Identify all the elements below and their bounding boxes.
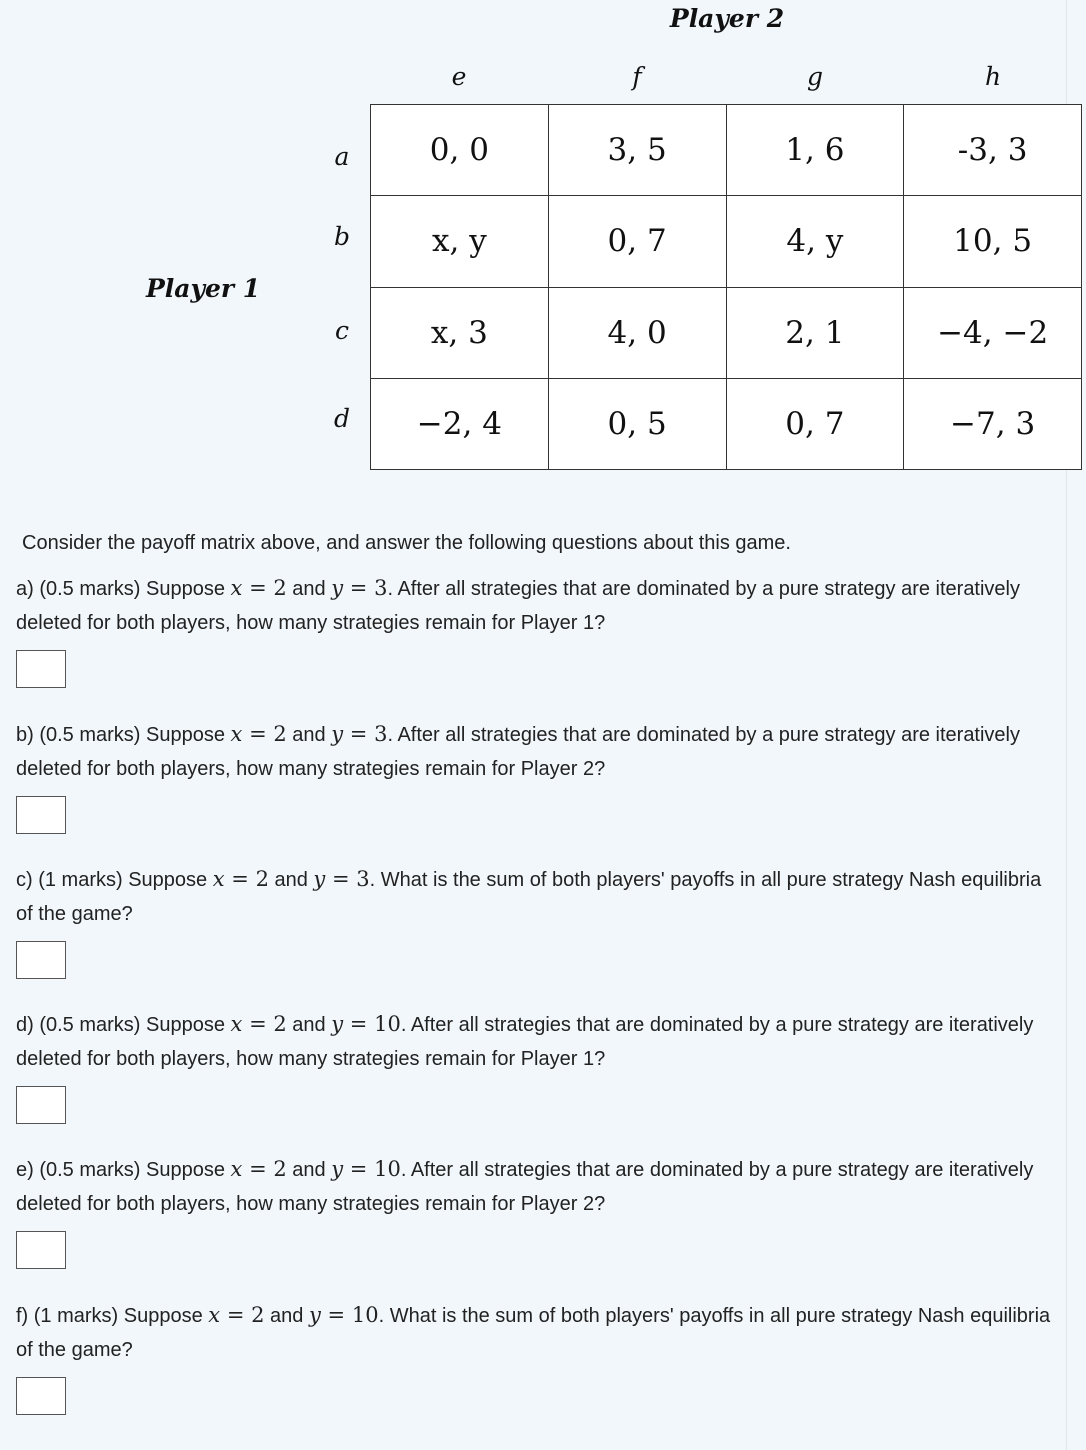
- question-body: . After all strategies that are dominated by a pure strategy are iteratively deleted for both players, how many strategies remain for Player 1?: [16, 578, 1021, 634]
- matrix-row-a: [371, 105, 1082, 196]
- question-b: [16, 717, 1056, 786]
- matrix-row-d: [371, 378, 1082, 469]
- question-body: . After all strategies that are dominated by a pure strategy are iteratively deleted for both players, how many strategies remain for Player 2?: [16, 724, 1021, 780]
- payoff-cell-c-f: 4, 0: [548, 287, 726, 378]
- question-connector: and: [264, 1305, 309, 1327]
- question-body: . What is the sum of both players' payoffs in all pure strategy Nash equilibria of the game?: [16, 1305, 1051, 1361]
- y-value-expression: y = 3: [313, 867, 370, 891]
- answer-input-f[interactable]: [16, 1377, 66, 1415]
- question-d: [16, 1007, 1056, 1076]
- x-value-expression: x = 2: [230, 1157, 287, 1181]
- payoff-cell-b-h: 10, 5: [904, 196, 1082, 287]
- payoff-cell-b-e: x, y: [371, 196, 549, 287]
- x-value-expression: x = 2: [230, 1012, 287, 1036]
- payoff-cell-c-g: 2, 1: [726, 287, 904, 378]
- y-value-expression: y = 3: [331, 576, 388, 600]
- y-value-expression: y = 10: [331, 1157, 401, 1181]
- payoff-cell-d-f: 0, 5: [548, 378, 726, 469]
- y-value-expression: y = 3: [331, 722, 388, 746]
- row-label-d: d: [333, 404, 350, 433]
- column-label-f: f: [632, 62, 642, 91]
- matrix-row-c: [371, 287, 1082, 378]
- question-connector: and: [268, 869, 314, 891]
- answer-input-c[interactable]: [16, 941, 66, 979]
- payoff-cell-d-e: −2, 4: [371, 378, 549, 469]
- question-connector: and: [286, 578, 332, 600]
- question-c: [16, 862, 1056, 931]
- payoff-cell-c-e: x, 3: [371, 287, 549, 378]
- question-prefix: c) (1 marks) Suppose: [16, 869, 213, 891]
- payoff-cell-d-g: 0, 7: [726, 378, 904, 469]
- matrix-row-b: [371, 196, 1082, 287]
- question-body: . What is the sum of both players' payoffs in all pure strategy Nash equilibria of the game?: [16, 869, 1042, 925]
- column-label-h: h: [984, 62, 1002, 91]
- answer-input-a[interactable]: [16, 650, 66, 688]
- row-label-c: c: [334, 316, 349, 345]
- answer-input-b[interactable]: [16, 796, 66, 834]
- question-connector: and: [286, 1159, 332, 1181]
- question-f: [16, 1298, 1056, 1367]
- x-value-expression: x = 2: [208, 1303, 265, 1327]
- question-e: [16, 1152, 1056, 1221]
- payoff-cell-b-f: 0, 7: [548, 196, 726, 287]
- question-connector: and: [286, 724, 332, 746]
- payoff-cell-a-h: -3, 3: [904, 105, 1082, 196]
- x-value-expression: x = 2: [230, 722, 287, 746]
- payoff-cell-a-e: 0, 0: [371, 105, 549, 196]
- answer-input-e[interactable]: [16, 1231, 66, 1269]
- question-prefix: e) (0.5 marks) Suppose: [16, 1159, 231, 1181]
- payoff-matrix: [370, 104, 1082, 470]
- column-label-e: e: [451, 62, 467, 91]
- payoff-cell-d-h: −7, 3: [904, 378, 1082, 469]
- intro-text: Consider the payoff matrix above, and answer the following questions about this game.: [22, 532, 791, 554]
- x-value-expression: x = 2: [230, 576, 287, 600]
- row-label-b: b: [333, 222, 350, 251]
- player1-label: Player 1: [146, 274, 261, 303]
- question-connector: and: [286, 1014, 332, 1036]
- answer-input-d[interactable]: [16, 1086, 66, 1124]
- x-value-expression: x = 2: [212, 867, 269, 891]
- question-body: . After all strategies that are dominated by a pure strategy are iteratively deleted for both players, how many strategies remain for Player 2?: [16, 1159, 1034, 1215]
- column-label-g: g: [806, 62, 823, 91]
- question-prefix: a) (0.5 marks) Suppose: [16, 578, 231, 600]
- question-prefix: b) (0.5 marks) Suppose: [16, 724, 231, 746]
- payoff-cell-c-h: −4, −2: [904, 287, 1082, 378]
- payoff-cell-b-g: 4, y: [726, 196, 904, 287]
- row-label-a: a: [334, 142, 350, 171]
- question-prefix: f) (1 marks) Suppose: [16, 1305, 209, 1327]
- question-body: . After all strategies that are dominated by a pure strategy are iteratively deleted for both players, how many strategies remain for Player 1?: [16, 1014, 1034, 1070]
- question-prefix: d) (0.5 marks) Suppose: [16, 1014, 231, 1036]
- payoff-cell-a-f: 3, 5: [548, 105, 726, 196]
- y-value-expression: y = 10: [308, 1303, 379, 1327]
- payoff-cell-a-g: 1, 6: [726, 105, 904, 196]
- player2-label: Player 2: [669, 4, 785, 33]
- y-value-expression: y = 10: [331, 1012, 401, 1036]
- question-a: [16, 571, 1056, 640]
